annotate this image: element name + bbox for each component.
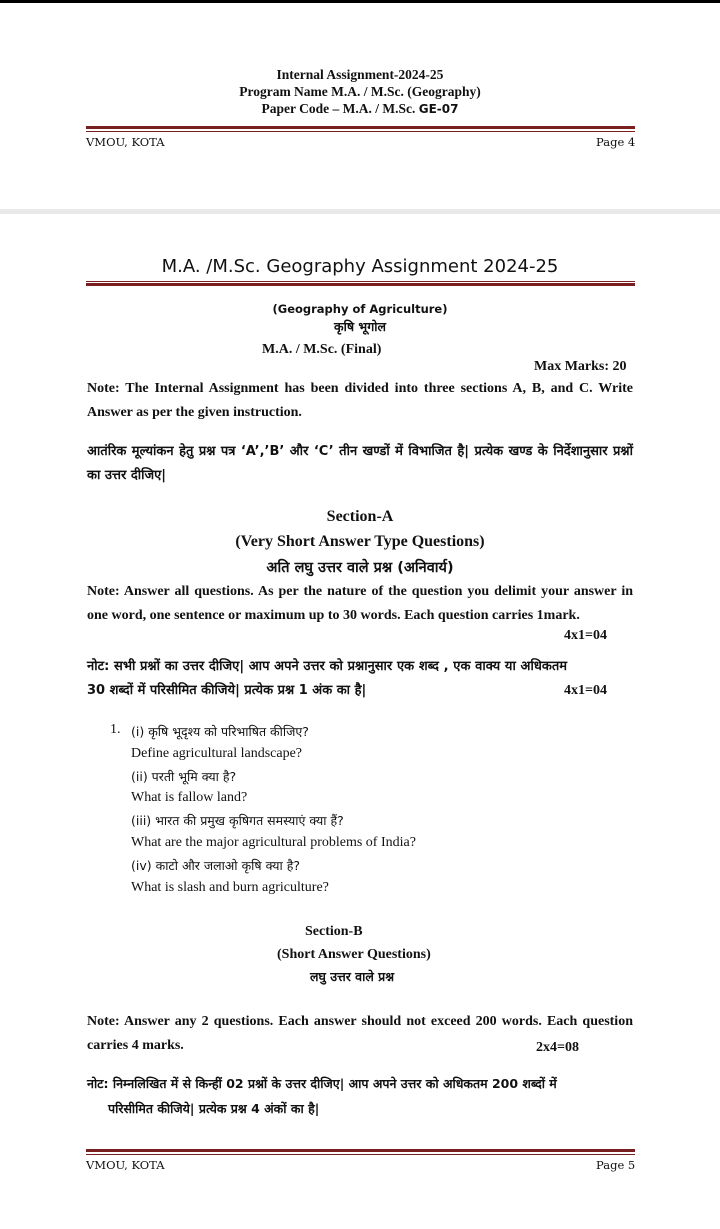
section-b-marks-english: 2x4=08 [536, 1040, 579, 1055]
footer-rule-thin [86, 131, 635, 132]
page-title: M.A. /M.Sc. Geography Assignment 2024-25 [161, 256, 559, 277]
section-a-note-hindi: नोट: सभी प्रश्नों का उत्तर दीजिए| आप अपने उत्तर को प्रश्नानुसार एक शब्द , एक वाक्य या अधिकतम 30 शब्दों में परिसीमित कीजिये| प्रत्येक प्रश्न 1 अंक का है| [87, 659, 567, 698]
section-b-note-english: Note: Answer any 2 questions. Each answer should not exceed 200 words. Each question carries 4 marks. [87, 1014, 633, 1053]
section-b-note-hindi-line2: परिसीमित कीजिये| प्रत्येक प्रश्न 4 अंकों का है| [108, 1101, 320, 1116]
bottom-rule-thin [86, 1154, 635, 1155]
section-a-subheading: (Very Short Answer Type Questions) [235, 533, 485, 550]
header-program-name: Program Name M.A. / M.Sc. (Geography) [239, 84, 481, 99]
section-a-note-english: Note: Answer all questions. As per the nature of the question you delimit your answer in one word, one sentence or maximum up to 30 words. Each question carries 1mark. [87, 584, 633, 623]
question-4-hindi: (iv) काटो और जलाओ कृषि क्या है? [131, 858, 301, 873]
bottom-rule-thick [86, 1149, 635, 1152]
section-b-heading: Section-B [305, 924, 363, 939]
max-marks: Max Marks: 20 [534, 359, 627, 374]
footer-institution: VMOU, KOTA [86, 135, 165, 149]
header-paper-code [0, 101, 720, 117]
bottom-footer-page-number: Page 5 [596, 1158, 636, 1172]
top-border [0, 0, 720, 3]
general-note-english: Note: The Internal Assignment has been divided into three sections A, B, and C. Write Answer as per the given instruction. [87, 381, 633, 420]
paper-code-value: GE-07 [418, 102, 459, 116]
title-rule-thin [86, 281, 635, 282]
footer-rule-thick [86, 126, 635, 129]
question-number: 1. [110, 722, 121, 737]
section-a-marks-hindi: 4x1=04 [564, 683, 607, 698]
subject-english: (Geography of Agriculture) [272, 302, 448, 316]
question-1-english: Define agricultural landscape? [131, 746, 303, 761]
subject-hindi: कृषि भूगोल [334, 319, 386, 334]
paper-code-prefix: Paper Code – M.A. / M.Sc. [261, 101, 416, 116]
section-b-note-hindi-line1: नोट: निम्नलिखित में से किन्हीं 02 प्रश्नों के उत्तर दीजिए| आप अपने उत्तर को अधिकतम 200 शब्दों में [87, 1076, 557, 1091]
question-3-english: What are the major agricultural problems of India? [131, 835, 416, 850]
page-separator [0, 209, 720, 214]
section-a-subheading-hindi: अति लघु उत्तर वाले प्रश्न (अनिवार्य) [266, 560, 454, 576]
question-2-english: What is fallow land? [131, 790, 248, 805]
section-b-subheading: (Short Answer Questions) [277, 947, 431, 962]
header-assignment-year: Internal Assignment-2024-25 [276, 67, 444, 82]
general-note-hindi: आतंरिक मूल्यांकन हेतु प्रश्न पत्र ‘A’,’B’ और ‘C’ तीन खण्डों में विभाजित है| प्रत्येक खण्ड के निर्देशानुसार प्रश्नों का उत्तर दीजिए| [87, 444, 633, 483]
title-rule-thick [86, 283, 635, 286]
section-b-subheading-hindi: लघु उत्तर वाले प्रश्न [310, 969, 395, 984]
question-4-english: What is slash and burn agriculture? [131, 880, 329, 895]
bottom-footer-institution: VMOU, KOTA [86, 1158, 165, 1172]
question-1-hindi: (i) कृषि भूदृश्य को परिभाषित कीजिए? [131, 724, 309, 739]
footer-page-number: Page 4 [596, 135, 636, 149]
section-a-heading: Section-A [326, 508, 394, 525]
course-level: M.A. / M.Sc. (Final) [262, 342, 382, 357]
section-a-marks-english: 4x1=04 [564, 628, 607, 643]
question-3-hindi: (iii) भारत की प्रमुख कृषिगत समस्याएं क्या हैं? [131, 813, 344, 828]
question-2-hindi: (ii) परती भूमि क्या है? [131, 769, 237, 784]
